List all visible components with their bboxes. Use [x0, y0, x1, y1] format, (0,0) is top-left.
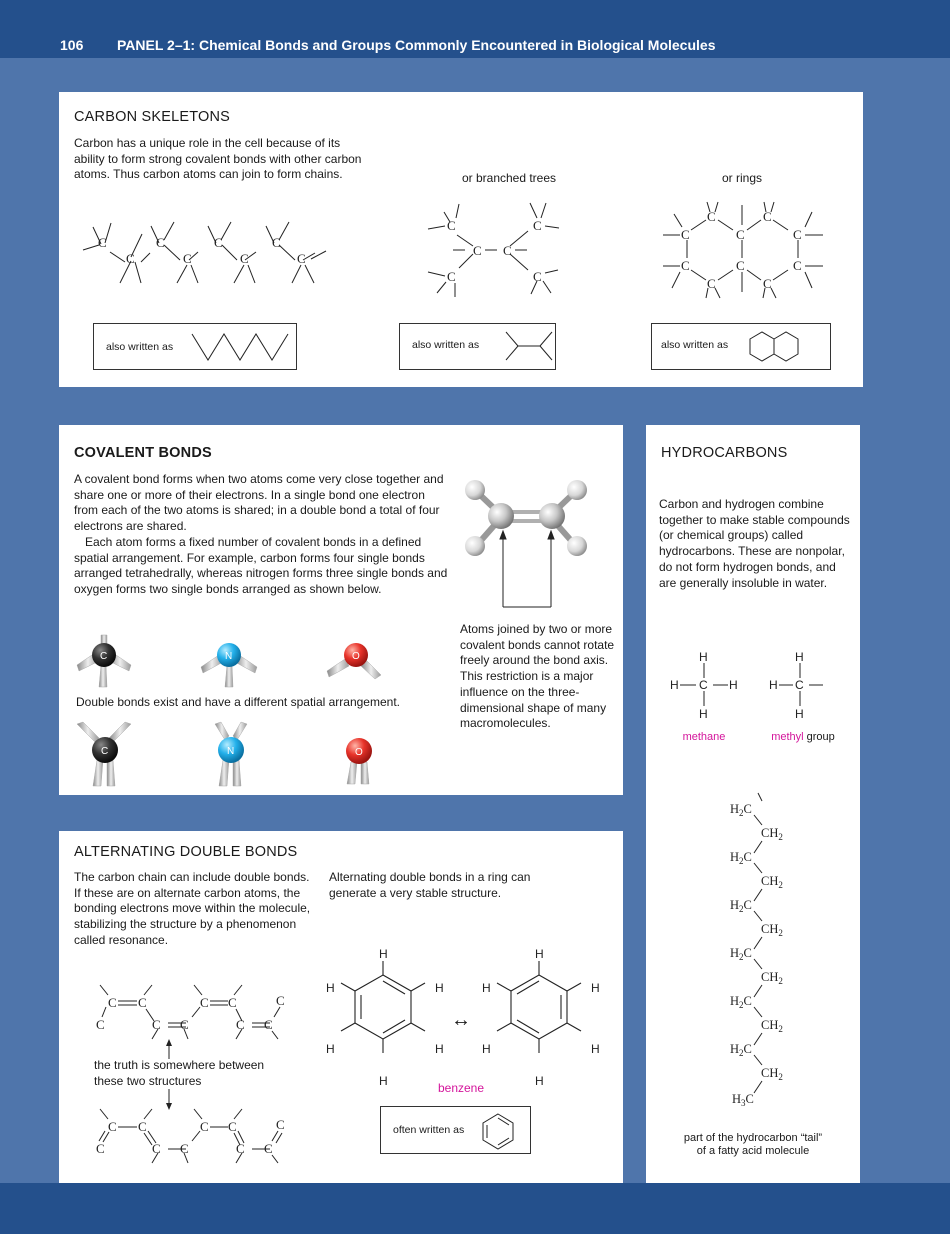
ring-atom-c: C — [793, 258, 802, 273]
svg-text:C: C — [200, 995, 209, 1010]
h2c-group: $H_2C$ — [730, 1042, 752, 1058]
up-arrow-icon — [164, 1039, 174, 1059]
alternating-text-1: The carbon chain can include double bonds. If these are on alternate carbon atoms, the bonding electrons move within the molecule, stabilizing the structure by a phenomenon called resonance. — [74, 870, 311, 947]
alternating-heading: ALTERNATING DOUBLE BONDS — [74, 844, 298, 860]
ring-atom-c: C — [736, 227, 745, 242]
truth-text — [94, 1058, 304, 1089]
svg-text:H: H — [482, 981, 491, 995]
ch2-group: $CH_2$ — [761, 874, 783, 890]
svg-text:C: C — [228, 1119, 237, 1134]
svg-text:C: C — [264, 1141, 273, 1156]
also-written-label: also written as — [106, 341, 174, 353]
ch2-group: $CH_2$ — [761, 1066, 783, 1082]
benzene-structure-1 — [321, 947, 451, 1087]
chain-atom-c: C — [98, 235, 107, 250]
svg-text:H: H — [535, 947, 544, 961]
group-label: group — [806, 731, 835, 743]
carbon-double-bond-model — [73, 720, 135, 788]
benzene-label: benzene — [437, 1081, 485, 1095]
double-bonds-text: Double bonds exist and have a different spatial arrangement. — [76, 695, 400, 709]
atom-n-label: N — [227, 746, 235, 757]
atom-n-label: N — [225, 651, 233, 662]
covalent-bonds-para2: Each atom forms a fixed number of covalent bonds in a defined spatial arrangement. For example, carbon forms four single bonds arranged tetrahedrally, whereas nitrogen forms three single bonds and oxygen forms two single bonds arranged as shown below. — [74, 535, 448, 597]
carbon-chain-diagram — [79, 217, 339, 307]
tail-caption-line-1: part of the hydrocarbon “tail” — [683, 1132, 823, 1144]
chain-atom-c: C — [126, 251, 135, 266]
also-written-box-chain — [93, 323, 297, 370]
methyl-group-structure — [767, 650, 837, 720]
h2c-group: $H_2C$ — [730, 850, 752, 866]
chain-atom-c: C — [272, 235, 281, 250]
oxygen-model — [325, 625, 385, 687]
panel-title — [117, 37, 716, 53]
svg-text:C: C — [108, 995, 117, 1010]
svg-text:C: C — [138, 1119, 147, 1134]
hydrocarbons-text: Carbon and hydrogen combine together to make stable compounds (or chemical groups) called hydrocarbons. These are nonpolar, do not form hydrogen bonds, and are generally insoluble in water. — [659, 497, 850, 590]
ch2-group: $CH_2$ — [761, 922, 783, 938]
methyl-group-label — [763, 731, 843, 743]
ch2-group: $CH_2$ — [761, 826, 783, 842]
carbon-skeletons-heading: CARBON SKELETONS — [74, 109, 231, 125]
branch-atom-c: C — [473, 243, 482, 258]
chain-atom-c: C — [240, 251, 249, 266]
svg-text:C: C — [152, 1017, 161, 1032]
svg-text:C: C — [264, 1017, 273, 1032]
svg-text:H: H — [482, 1042, 491, 1056]
c-atom: C — [699, 678, 708, 692]
branched-caption: or branched trees — [461, 171, 557, 185]
branched-skeleton-icon — [504, 328, 564, 363]
atom-c-label: C — [100, 651, 108, 662]
often-written-box — [380, 1106, 531, 1154]
svg-text:H: H — [379, 947, 388, 961]
naphthalene-icon — [746, 327, 816, 367]
svg-text:H: H — [379, 1074, 388, 1088]
also-written-label: also written as — [661, 339, 729, 351]
methane-structure — [668, 650, 748, 720]
methyl-label: methyl — [771, 731, 804, 743]
branch-atom-c: C — [447, 218, 456, 233]
svg-text:C: C — [96, 1017, 105, 1032]
covalent-bonds-panel — [59, 425, 623, 795]
svg-text:H: H — [591, 1042, 600, 1056]
truth-text-line-1: the truth is somewhere between — [94, 1058, 265, 1072]
svg-text:H: H — [535, 1074, 544, 1088]
tail-caption — [656, 1132, 850, 1158]
truth-text-line-2: these two structures — [94, 1073, 202, 1088]
covalent-bonds-para1: A covalent bond forms when two atoms come very close together and share one or more of their electrons. In a single bond one electron from each of the two atoms is shared; in a double bond a total of four electrons are shared. — [74, 472, 444, 534]
oxygen-double-bond-model — [329, 720, 389, 788]
branch-atom-c: C — [447, 269, 456, 284]
svg-text:C: C — [276, 1117, 285, 1132]
chain-atom-c: C — [297, 251, 306, 266]
alternating-double-bonds-panel — [59, 831, 623, 1183]
svg-text:C: C — [236, 1141, 245, 1156]
branch-atom-c: C — [533, 269, 542, 284]
rings-caption: or rings — [721, 171, 762, 185]
ch2-group: $CH_2$ — [761, 970, 783, 986]
also-written-box-rings — [651, 323, 831, 370]
svg-text:C: C — [180, 1141, 189, 1156]
carbon-rings-diagram — [660, 200, 830, 300]
h3c-group: $H_3C$ — [732, 1092, 754, 1108]
chain-atom-c: C — [214, 235, 223, 250]
ring-atom-c: C — [763, 276, 772, 291]
svg-text:C: C — [138, 995, 147, 1010]
chain-atom-c: C — [183, 251, 192, 266]
also-written-label: also written as — [412, 339, 480, 351]
svg-text:H: H — [435, 981, 444, 995]
methane-label: methane — [682, 731, 726, 743]
benzene-structure-2 — [477, 947, 607, 1087]
h-atom: H — [795, 707, 804, 721]
h2c-group: $H_2C$ — [730, 994, 752, 1010]
svg-text:C: C — [276, 993, 285, 1008]
h-atom: H — [769, 678, 778, 692]
page-footer-bar — [0, 1183, 950, 1234]
atom-o-label: O — [352, 651, 360, 662]
resonance-arrow: ↔ — [451, 1009, 471, 1031]
svg-text:C: C — [200, 1119, 209, 1134]
carbon-skeletons-intro: Carbon has a unique role in the cell because of its ability to form strong covalent bonds with other carbon atoms. Thus carbon atoms can join to form chains. — [74, 136, 362, 182]
covalent-bonds-heading: COVALENT BONDS — [74, 445, 212, 461]
page-number: 106 — [60, 37, 84, 53]
svg-text:C: C — [152, 1141, 161, 1156]
nitrogen-model — [199, 625, 259, 687]
ring-atom-c: C — [793, 227, 802, 242]
ring-atom-c: C — [707, 209, 716, 224]
h2c-group: $H_2C$ — [730, 802, 752, 818]
page-header — [0, 0, 950, 58]
svg-text:H: H — [591, 981, 600, 995]
svg-text:C: C — [236, 1017, 245, 1032]
h-atom: H — [729, 678, 738, 692]
chain-atom-c: C — [156, 235, 165, 250]
resonance-chain-structure-2 — [92, 1105, 302, 1175]
rotation-text: Atoms joined by two or more covalent bonds cannot rotate freely around the bond axis. This restriction is a major influence on the three-dimensional shape of many macromolecules. — [460, 622, 615, 731]
h-atom: H — [699, 650, 708, 664]
svg-text:H: H — [435, 1042, 444, 1056]
ch2-group: $CH_2$ — [761, 1018, 783, 1034]
panel-label: PANEL 2–1: — [117, 37, 196, 53]
atom-o-label: O — [355, 747, 363, 758]
fatty-acid-tail-structure — [726, 785, 846, 1108]
ring-atom-c: C — [681, 227, 690, 242]
svg-text:C: C — [96, 1141, 105, 1156]
svg-text:C: C — [108, 1119, 117, 1134]
alternating-text-2: Alternating double bonds in a ring can generate a very stable structure. — [329, 870, 531, 900]
hydrocarbons-heading: HYDROCARBONS — [661, 445, 788, 461]
h-atom: H — [795, 650, 804, 664]
svg-text:H: H — [326, 981, 335, 995]
zigzag-icon — [190, 330, 300, 365]
ring-atom-c: C — [763, 209, 772, 224]
svg-text:C: C — [180, 1017, 189, 1032]
h-atom: H — [670, 678, 679, 692]
ring-atom-c: C — [707, 276, 716, 291]
atom-c-label: C — [101, 746, 109, 757]
branched-carbon-diagram — [425, 200, 565, 300]
svg-text:C: C — [228, 995, 237, 1010]
ring-atom-c: C — [681, 258, 690, 273]
svg-text:H: H — [326, 1042, 335, 1056]
carbon-tetrahedral-model — [73, 625, 135, 687]
h2c-group: $H_2C$ — [730, 898, 752, 914]
nitrogen-double-bond-model — [201, 720, 261, 788]
h2c-group: $H_2C$ — [730, 946, 752, 962]
c-atom: C — [795, 678, 804, 692]
panel-title-text: Chemical Bonds and Groups Commonly Encountered in Biological Molecules — [198, 37, 716, 53]
benzene-ring-icon — [481, 1111, 517, 1151]
carbon-skeletons-panel — [59, 92, 863, 387]
branch-atom-c: C — [503, 243, 512, 258]
branch-atom-c: C — [533, 218, 542, 233]
also-written-box-branched — [399, 323, 556, 370]
resonance-chain-structure-1 — [92, 981, 302, 1051]
ring-atom-c: C — [736, 258, 745, 273]
tail-caption-line-2: of a fatty acid molecule — [696, 1145, 810, 1157]
often-written-label: often written as — [393, 1124, 465, 1136]
hydrocarbons-panel — [646, 425, 860, 1183]
h-atom: H — [699, 707, 708, 721]
